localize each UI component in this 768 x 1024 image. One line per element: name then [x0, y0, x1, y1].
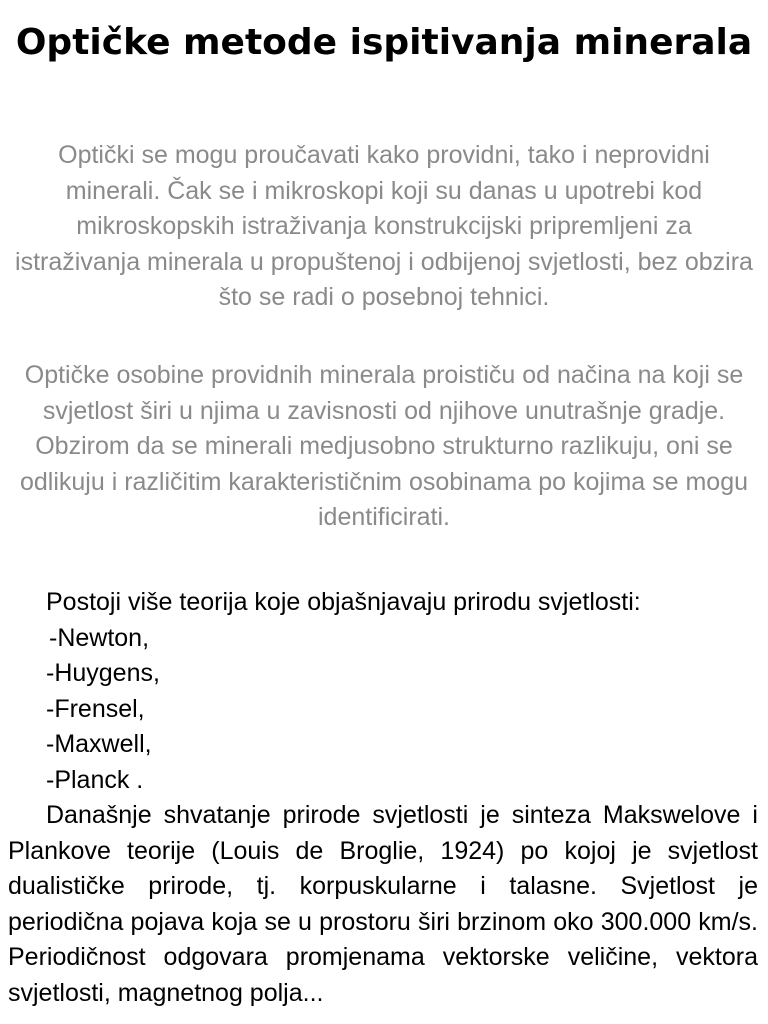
optical-properties-paragraph: Optičke osobine providnih minerala proističu od načina na koji se svjetlost širi u njima u zavisnosti od njihove unutrašnje gradje. Obzirom da se minerali medjusobno strukturno razlikuju, oni se odlikuju i različitim karakterističnim osobinama po kojima se mogu identificirati.	[19, 361, 749, 531]
list-item: -Huygens,	[46, 659, 160, 687]
list-item: -Newton,	[49, 623, 150, 652]
page-title: Optičke metode ispitivanja minerala	[15, 22, 753, 63]
list-item: -Planck .	[46, 765, 144, 794]
theories-intro: Postoji više teorija koje objašnjavaju prirodu svjetlosti:	[46, 588, 641, 616]
light-nature-paragraph: Današnje shvatanje prirode svjetlosti je sinteza Makswelove i Plankove teorije (Louis de Broglie, 1924) po kojoj je svjetlost dualističke prirode, tj. korpuskularne i talasne. Svjetlost je periodična pojava koja se u prostoru širi brzinom oko 300.000 km/s. Periodičnost odgovara promjenama vektorske veličine, vektora svjetlosti, magnetnog polja...	[8, 801, 758, 1007]
list-item: -Frensel,	[46, 694, 145, 723]
list-item: -Maxwell,	[46, 730, 152, 758]
theories-list	[46, 621, 160, 799]
intro-paragraph: Optički se mogu proučavati kako providni, tako i neprovidni minerali. Čak se i mikroskopi koji su danas u upotrebi kod mikroskopskih istraživanja konstrukcijski pripremljeni za istraživanja minerala u propuštenoj i odbijenoj svjetlosti, bez obzira što se radi o posebnoj tehnici.	[15, 141, 753, 311]
